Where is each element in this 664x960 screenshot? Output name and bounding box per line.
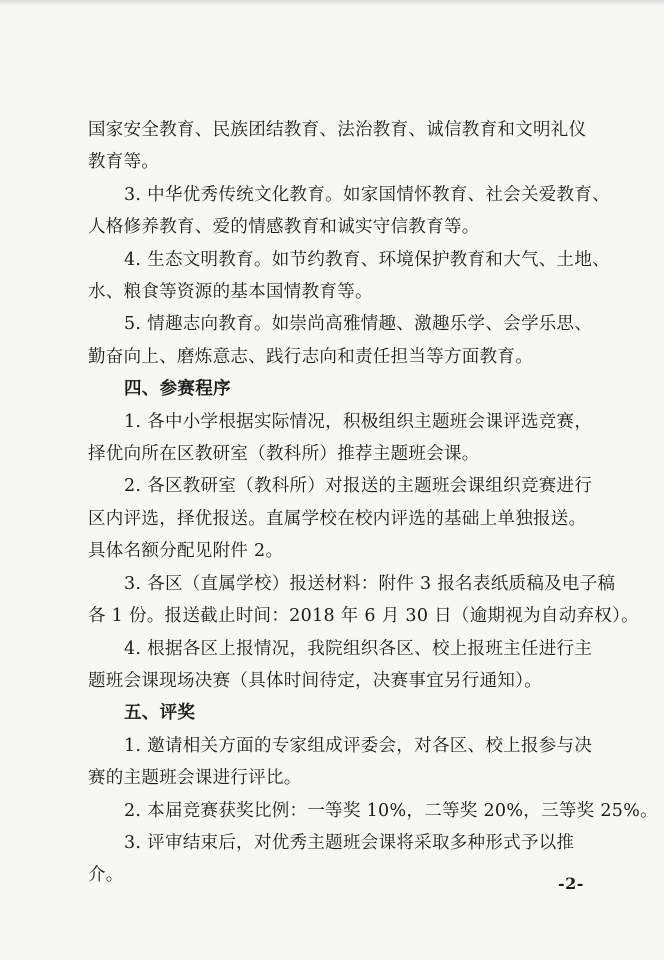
- document-body: [88, 114, 658, 892]
- paragraph-line: 人格修养教育、爱的情感教育和诚实守信教育等。: [88, 217, 480, 238]
- list-item-line: 3. 中华优秀传统文化教育。如家国情怀教育、社会关爱教育、: [124, 184, 610, 205]
- page-number: -2-: [558, 874, 584, 893]
- paragraph-line: 教育等。: [88, 152, 160, 173]
- paragraph-line: 择优向所在区教研室（教科所）推荐主题班会课。: [88, 444, 480, 465]
- list-item-line: 1. 邀请相关方面的专家组成评委会，对各区、校上报参与决: [124, 735, 593, 756]
- paragraph-line: 勤奋向上、磨炼意志、践行志向和责任担当等方面教育。: [88, 346, 533, 367]
- paragraph-line: 国家安全教育、民族团结教育、法治教育、诚信教育和文明礼仪: [88, 120, 587, 140]
- list-item-line: 1. 各中小学根据实际情况，积极组织主题班会课评选竞赛，: [124, 411, 593, 432]
- list-item-line: 3. 评审结束后，对优秀主题班会课将采取多种形式予以推: [124, 832, 575, 853]
- section-heading: 四、参赛程序: [124, 379, 231, 400]
- paragraph-line: 区内评选，择优报送。直属学校在校内评选的基础上单独报送。: [88, 508, 587, 529]
- section-heading: 五、评奖: [124, 703, 196, 724]
- list-item-line: 4. 根据各区上报情况，我院组织各区、校上报班主任进行主: [124, 638, 593, 659]
- list-item-line: 3. 各区（直属学校）报送材料：附件 3 报名表纸质稿及电子稿: [124, 573, 616, 594]
- paragraph-line: 具体名额分配见附件 2。: [88, 541, 284, 562]
- list-item-line: 5. 情趣志向教育。如崇尚高雅情趣、激趣乐学、会学乐思、: [124, 314, 593, 335]
- paragraph-line: 水、粮食等资源的基本国情教育等。: [88, 282, 373, 303]
- paragraph-line: 赛的主题班会课进行评比。: [88, 768, 302, 789]
- list-item-line: 2. 各区教研室（教科所）对报送的主题班会课组织竞赛进行: [124, 476, 593, 497]
- paragraph-line: 各 1 份。报送截止时间：2018 年 6 月 30 日（逾期视为自动弃权）。: [88, 606, 639, 627]
- list-item-line: 4. 生态文明教育。如节约教育、环境保护教育和大气、土地、: [124, 249, 610, 270]
- paragraph-line: 题班会课现场决赛（具体时间待定，决赛事宜另行通知）。: [88, 670, 543, 691]
- scan-edge-shading: [0, 0, 664, 6]
- paragraph-line: 介。: [88, 865, 124, 886]
- list-item-line: 2. 本届竞赛获奖比例：一等奖 10%，二等奖 20%，三等奖 25%。: [124, 800, 658, 821]
